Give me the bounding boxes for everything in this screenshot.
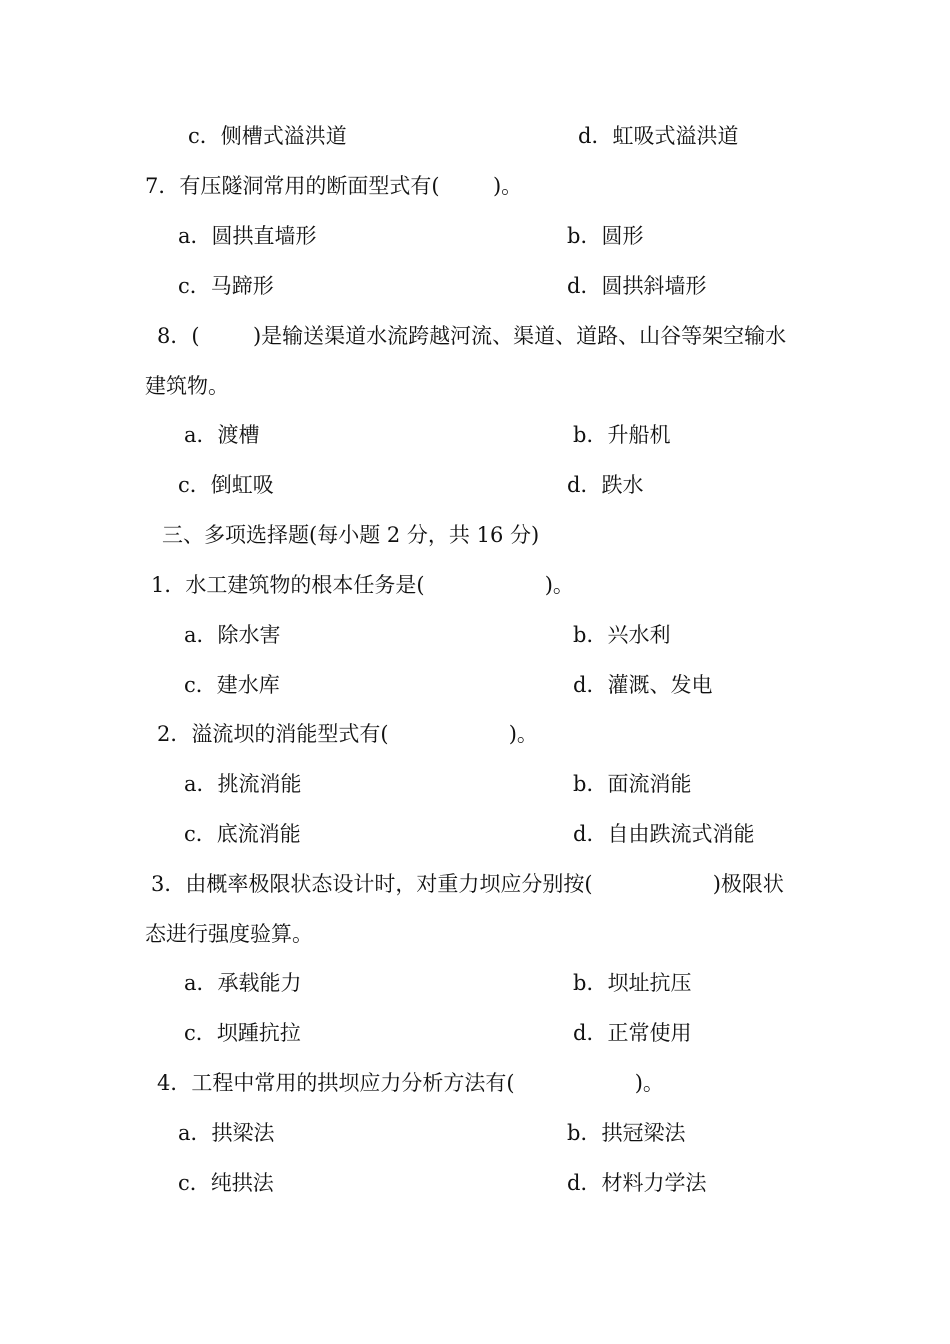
q7-option-c: c．马蹄形 — [178, 274, 274, 298]
mq4-option-d: d．材料力学法 — [567, 1171, 707, 1195]
mq2-option-d: d．自由跌流式消能 — [573, 822, 755, 846]
mq2-option-b: b．面流消能 — [573, 772, 692, 796]
mq4-stem: 4．工程中常用的拱坝应力分析方法有( )。 — [157, 1071, 664, 1095]
mq2-option-a: a．挑流消能 — [184, 772, 302, 796]
q8-option-b: b．升船机 — [573, 423, 671, 447]
q8-option-a: a．渡槽 — [184, 423, 260, 447]
mq1-option-d: d．灌溉、发电 — [573, 673, 713, 697]
mq4-option-c: c．纯拱法 — [178, 1171, 274, 1195]
mq1-stem: 1．水工建筑物的根本任务是( )。 — [151, 573, 574, 597]
mq3-stem-line2: 态进行强度验算。 — [145, 922, 313, 946]
mq2-stem: 2．溢流坝的消能型式有( )。 — [157, 722, 538, 746]
mq1-option-a: a．除水害 — [184, 623, 281, 647]
q7-option-a: a．圆拱直墙形 — [178, 224, 317, 248]
mq4-option-a: a．拱梁法 — [178, 1121, 275, 1145]
mq3-option-c: c．坝踵抗拉 — [184, 1021, 301, 1045]
mq3-option-a: a．承载能力 — [184, 971, 302, 995]
section-title-multiple-choice: 三、多项选择题(每小题 2 分，共 16 分) — [162, 523, 540, 547]
q8-option-c: c．倒虹吸 — [178, 473, 274, 497]
q6-option-c: c．侧槽式溢洪道 — [188, 124, 347, 148]
q7-stem: 7．有压隧洞常用的断面型式有( )。 — [145, 174, 523, 198]
q7-option-d: d．圆拱斜墙形 — [567, 274, 707, 298]
q8-option-d: d．跌水 — [567, 473, 644, 497]
q6-option-d: d．虹吸式溢洪道 — [578, 124, 739, 148]
mq3-stem-line1: 3．由概率极限状态设计时，对重力坝应分别按( )极限状 — [151, 872, 784, 896]
mq1-option-c: c．建水库 — [184, 673, 280, 697]
mq2-option-c: c．底流消能 — [184, 822, 301, 846]
mq3-option-d: d．正常使用 — [573, 1021, 692, 1045]
mq3-option-b: b．坝址抗压 — [573, 971, 692, 995]
q8-stem-line2: 建筑物。 — [145, 374, 229, 398]
q7-option-b: b．圆形 — [567, 224, 644, 248]
q8-stem-line1: 8．( )是输送渠道水流跨越河流、渠道、道路、山谷等架空输水 — [157, 324, 787, 348]
mq4-option-b: b．拱冠梁法 — [567, 1121, 686, 1145]
mq1-option-b: b．兴水利 — [573, 623, 671, 647]
